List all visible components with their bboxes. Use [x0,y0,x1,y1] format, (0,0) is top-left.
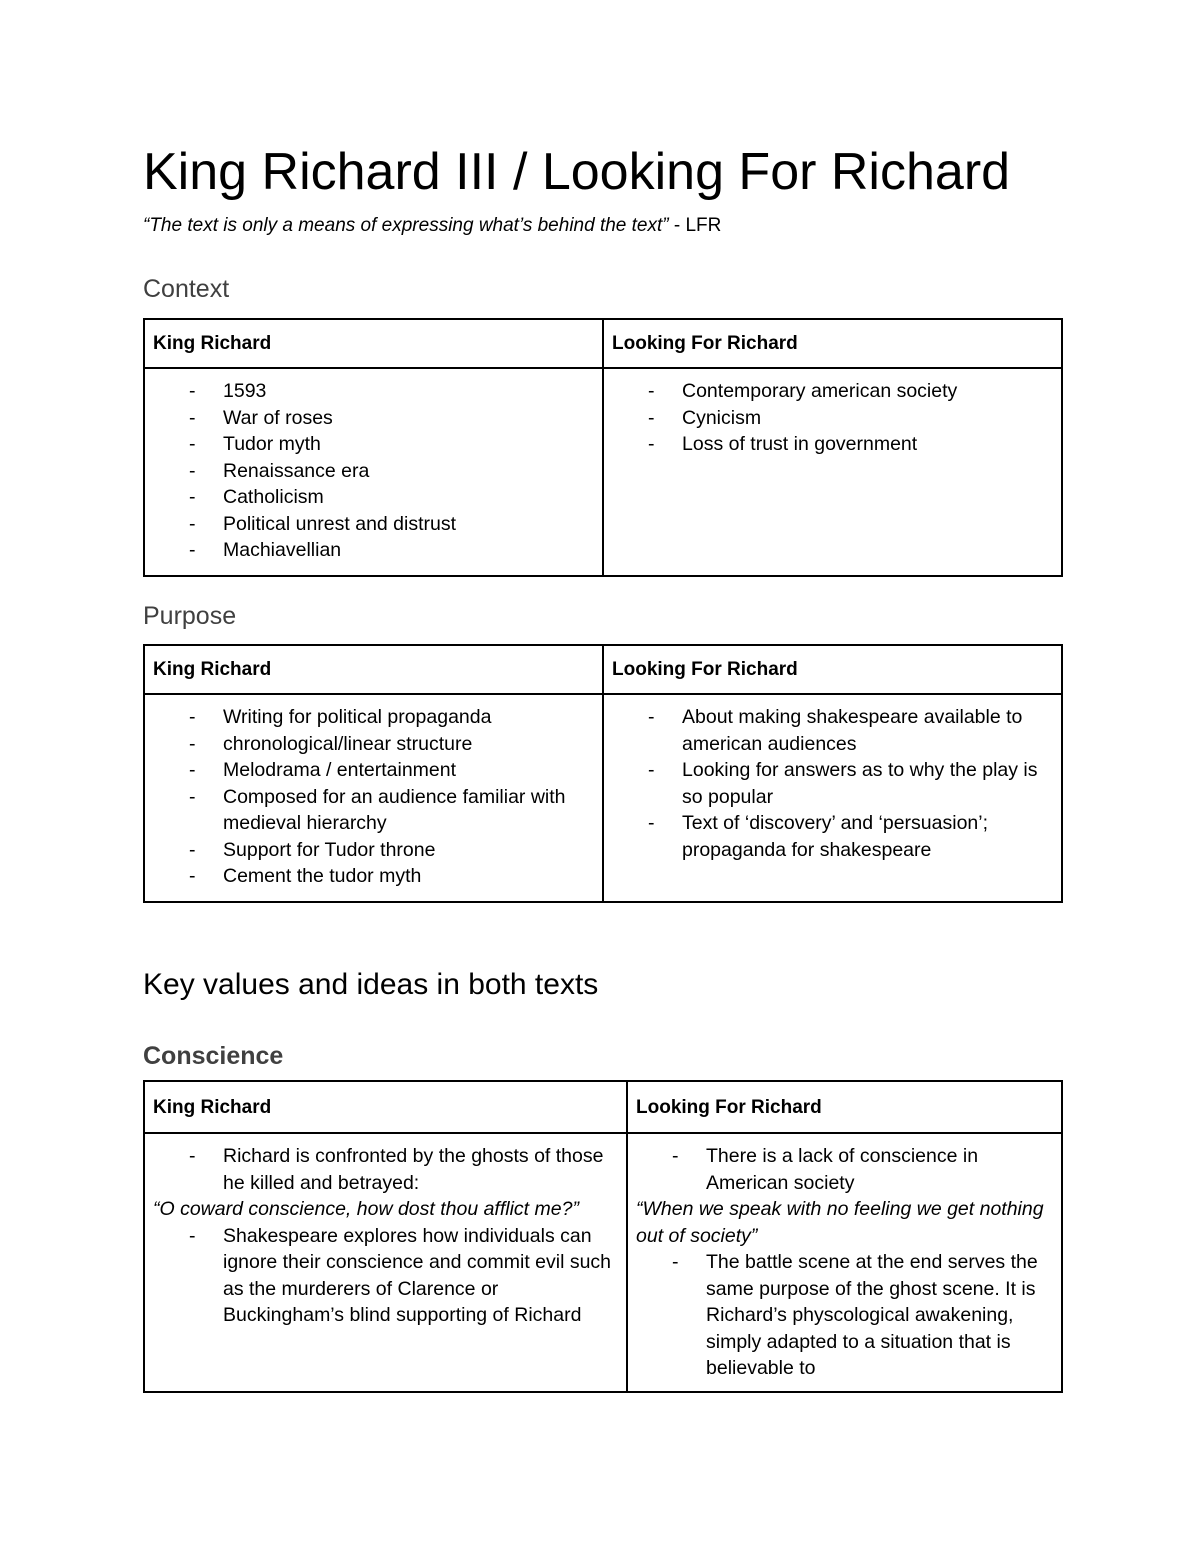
list-item: - About making shakespeare available to american audiences [612,704,1053,757]
conscience-col2-list-a [636,1143,1053,1196]
conscience-col2-list-b [636,1249,1053,1382]
list-item: - The battle scene at the end serves the same purpose of the ghost scene. It is Richard’s physcological awakening, simply adapted to a situation that is believable to [636,1249,1053,1382]
context-col1-cell [144,368,603,576]
list-item: - Cynicism [612,405,1053,432]
epigraph-attribution: - LFR [668,215,722,236]
context-heading: Context [143,275,230,303]
list-item: - Text of ‘discovery’ and ‘persuasion’; propaganda for shakespeare [612,810,1053,863]
epigraph-quote [143,213,721,239]
epigraph-quote-text: “The text is only a means of expressing what’s behind the text” [143,215,669,236]
purpose-table-body-row [144,694,1062,902]
context-table [143,318,1063,577]
list-item: - War of roses [153,405,594,432]
list-item: - Support for Tudor throne [153,837,594,864]
context-col2-cell [603,368,1062,576]
conscience-col1-list-a [153,1143,618,1196]
purpose-table-header-row [144,645,1062,694]
purpose-heading: Purpose [143,602,237,630]
conscience-table [143,1080,1063,1393]
list-item: - Catholicism [153,484,594,511]
conscience-col1-cell [144,1133,627,1392]
list-item: - Loss of trust in government [612,431,1053,458]
list-item: - There is a lack of conscience in American society [636,1143,1053,1196]
conscience-col2-header: Looking For Richard [627,1081,1062,1133]
context-table-body-row [144,368,1062,576]
context-table-header-row [144,319,1062,368]
conscience-col1-quote: “O coward conscience, how dost thou afflict me?” [153,1198,579,1220]
list-item: - Renaissance era [153,458,594,485]
list-item: - Looking for answers as to why the play is so popular [612,757,1053,810]
list-item: - Shakespeare explores how individuals can ignore their conscience and commit evil such as the murderers of Clarence or Buckingham’s blind supporting of Richard [153,1223,618,1329]
purpose-col1-header: King Richard [144,645,603,694]
list-item: - Tudor myth [153,431,594,458]
list-item: - Machiavellian [153,537,594,564]
context-col1-header: King Richard [144,319,603,368]
list-item: - Writing for political propaganda [153,704,594,731]
list-item: - 1593 [153,378,594,405]
conscience-table-header-row [144,1081,1062,1133]
document-title: King Richard III / Looking For Richard [143,143,1011,201]
purpose-col2-header: Looking For Richard [603,645,1062,694]
purpose-col2-list [612,704,1053,863]
list-item: - Contemporary american society [612,378,1053,405]
list-item: - Political unrest and distrust [153,511,594,538]
purpose-table [143,644,1063,903]
purpose-col1-list [153,704,594,890]
list-item: - chronological/linear structure [153,731,594,758]
conscience-col2-cell [627,1133,1062,1392]
list-item: - Richard is confronted by the ghosts of those he killed and betrayed: [153,1143,618,1196]
conscience-heading: Conscience [143,1042,284,1070]
list-item: - Composed for an audience familiar with medieval hierarchy [153,784,594,837]
conscience-table-body-row [144,1133,1062,1392]
conscience-col1-list-b [153,1223,618,1329]
purpose-col1-cell [144,694,603,902]
list-item: - Melodrama / entertainment [153,757,594,784]
conscience-col2-quote: “When we speak with no feeling we get nothing out of society” [636,1198,1044,1247]
context-col2-header: Looking For Richard [603,319,1062,368]
list-item: - Cement the tudor myth [153,863,594,890]
context-col2-list [612,378,1053,458]
context-col1-list [153,378,594,564]
purpose-col2-cell [603,694,1062,902]
key-values-heading: Key values and ideas in both texts [143,968,599,1001]
conscience-col1-header: King Richard [144,1081,627,1133]
